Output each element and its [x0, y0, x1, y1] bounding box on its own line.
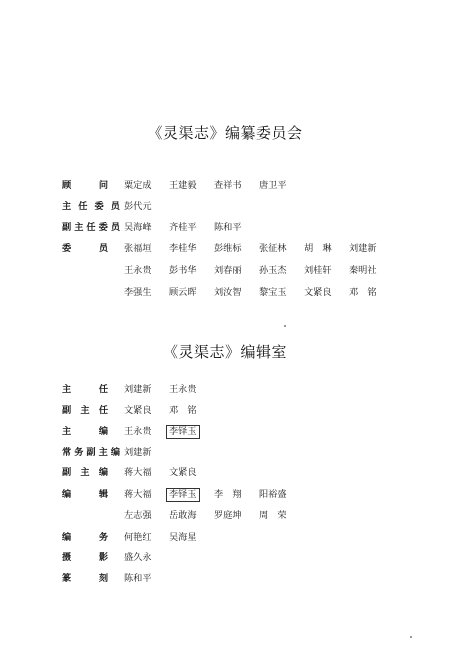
member-name: 李桂华	[169, 243, 197, 254]
member-name: 刘建新	[124, 384, 152, 395]
member-name: 邓 铭	[349, 287, 377, 298]
member-name: 岳敢海	[169, 510, 197, 521]
member-name: 孙玉杰	[259, 265, 287, 276]
member-name: 刘桂轩	[304, 265, 332, 276]
role-label: 副 主 任	[62, 405, 108, 416]
member-name: 齐桂平	[169, 222, 197, 233]
member-name: 王永贵	[169, 384, 197, 395]
member-name: 张征林	[259, 243, 287, 254]
member-name: 王建毅	[169, 180, 197, 191]
role-label: 委 员	[62, 243, 108, 254]
member-name: 吴海星	[169, 532, 197, 543]
member-name: 刘春丽	[214, 265, 242, 276]
member-name: 盛久永	[124, 552, 152, 563]
member-name: 蒋大福	[124, 467, 152, 478]
member-name: 邓 铭	[169, 405, 197, 416]
scan-speck	[284, 325, 286, 327]
member-name: 秦明社	[349, 265, 377, 276]
editorial-title: 《灵渠志》编辑室	[162, 343, 287, 361]
member-name: 文紧良	[304, 287, 332, 298]
member-name: 陈和平	[214, 222, 242, 233]
member-name: 周 荣	[259, 510, 287, 521]
member-name: 彭维标	[214, 243, 242, 254]
member-name: 彭代元	[124, 201, 152, 212]
role-label: 编 辑	[62, 489, 108, 500]
member-name: 王永贵	[124, 265, 152, 276]
member-name: 彭书华	[169, 265, 197, 276]
member-name: 刘建新	[124, 447, 152, 458]
member-name-boxed: 李铎玉	[166, 488, 200, 502]
role-label: 编 务	[62, 532, 108, 543]
member-name: 吴海峰	[124, 222, 152, 233]
role-label: 顾 问	[62, 180, 108, 191]
member-name: 粟定成	[124, 180, 152, 191]
member-name: 唐卫平	[259, 180, 287, 191]
member-name: 刘建新	[349, 243, 377, 254]
member-name: 文紧良	[169, 467, 197, 478]
committee-title: 《灵渠志》编纂委员会	[147, 124, 303, 142]
member-name: 文紧良	[124, 405, 152, 416]
member-name: 黎宝玉	[259, 287, 287, 298]
member-name: 查祥书	[214, 180, 242, 191]
member-name: 李强生	[124, 287, 152, 298]
member-name: 胡 琳	[304, 243, 332, 254]
role-label: 副 主 任 委 员	[62, 222, 120, 233]
role-label: 副 主 编	[62, 467, 108, 478]
member-name: 左志强	[124, 510, 152, 521]
member-name: 张福垣	[124, 243, 152, 254]
member-name: 刘汝智	[214, 287, 242, 298]
member-name: 顾云晖	[169, 287, 197, 298]
member-name: 李 翔	[214, 489, 242, 500]
role-label: 摄 影	[62, 552, 108, 563]
member-name: 阳裕盛	[259, 489, 287, 500]
scan-speck	[410, 636, 412, 638]
member-name-boxed: 李铎玉	[166, 425, 200, 439]
role-label: 主 编	[62, 426, 108, 437]
role-label: 常 务 副 主 编	[62, 447, 120, 458]
member-name: 陈和平	[124, 573, 152, 584]
member-name: 王永贵	[124, 426, 152, 437]
member-name: 何艳红	[124, 532, 152, 543]
role-label: 篆 刻	[62, 573, 108, 584]
member-name: 蒋大福	[124, 489, 152, 500]
role-label: 主 任	[62, 384, 108, 395]
role-label: 主 任 委 员	[62, 201, 120, 212]
member-name: 罗庭坤	[214, 510, 242, 521]
